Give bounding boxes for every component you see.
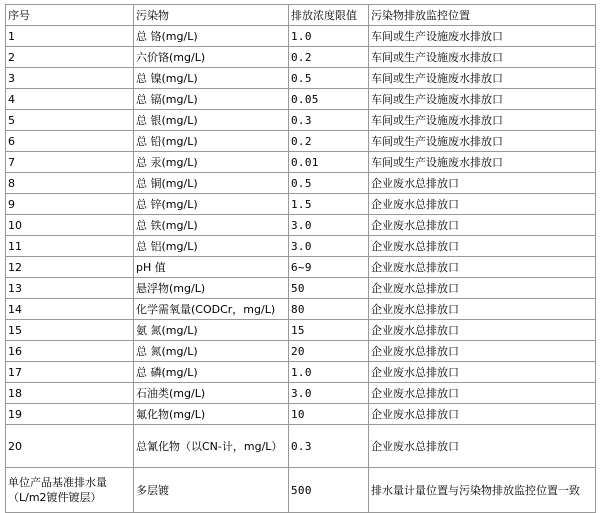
row-no: 9	[6, 194, 134, 215]
row-pollutant: 总 锌(mg/L)	[134, 194, 289, 215]
table-row	[6, 257, 596, 278]
row-limit: 0.2	[289, 47, 369, 68]
row-limit: 0.3	[289, 110, 369, 131]
row-no: 13	[6, 278, 134, 299]
row-pollutant: 总 汞(mg/L)	[134, 152, 289, 173]
row-limit: 1.5	[289, 194, 369, 215]
row-no: 1	[6, 26, 134, 47]
row-limit: 80	[289, 299, 369, 320]
row-no: 2	[6, 47, 134, 68]
row-pollutant: 石油类(mg/L)	[134, 383, 289, 404]
table-row	[6, 215, 596, 236]
table-row	[6, 110, 596, 131]
table-row	[6, 194, 596, 215]
row-location: 车间或生产设施废水排放口	[369, 89, 596, 110]
row-no: 16	[6, 341, 134, 362]
row-location: 企业废水总排放口	[369, 362, 596, 383]
row-pollutant: 悬浮物(mg/L)	[134, 278, 289, 299]
row-no: 7	[6, 152, 134, 173]
row-pollutant: 总 氮(mg/L)	[134, 341, 289, 362]
row-limit: 3.0	[289, 215, 369, 236]
row-pollutant: 六价铬(mg/L)	[134, 47, 289, 68]
row-limit: 0.5	[289, 173, 369, 194]
row-pollutant: 氨 氮(mg/L)	[134, 320, 289, 341]
table-row	[6, 278, 596, 299]
row-location: 企业废水总排放口	[369, 299, 596, 320]
row-location: 车间或生产设施废水排放口	[369, 131, 596, 152]
row-location: 企业废水总排放口	[369, 425, 596, 468]
row-limit: 50	[289, 278, 369, 299]
row-location: 车间或生产设施废水排放口	[369, 110, 596, 131]
row-no: 17	[6, 362, 134, 383]
row-location: 企业废水总排放口	[369, 383, 596, 404]
row-pollutant: 总 磷(mg/L)	[134, 362, 289, 383]
table-row	[6, 383, 596, 404]
row-no: 4	[6, 89, 134, 110]
table-footer-row	[6, 468, 596, 513]
row-no: 8	[6, 173, 134, 194]
row-pollutant: 氟化物(mg/L)	[134, 404, 289, 425]
row-limit: 0.3	[289, 425, 369, 468]
header-limit: 排放浓度限值	[289, 5, 369, 26]
row-limit: 3.0	[289, 383, 369, 404]
table-row	[6, 236, 596, 257]
row-pollutant: 总氰化物（以CN-计，mg/L）	[134, 425, 289, 468]
row-pollutant: 总 铜(mg/L)	[134, 173, 289, 194]
table-row	[6, 68, 596, 89]
row-limit: 6~9	[289, 257, 369, 278]
table-row	[6, 299, 596, 320]
row-location: 车间或生产设施废水排放口	[369, 26, 596, 47]
row-limit: 0.5	[289, 68, 369, 89]
table-row	[6, 26, 596, 47]
row-location: 企业废水总排放口	[369, 320, 596, 341]
row-limit: 0.05	[289, 89, 369, 110]
row-pollutant: 总 铝(mg/L)	[134, 236, 289, 257]
row-no: 6	[6, 131, 134, 152]
row-pollutant: 总 银(mg/L)	[134, 110, 289, 131]
row-no: 3	[6, 68, 134, 89]
header-location: 污染物排放监控位置	[369, 5, 596, 26]
footer-location: 排水量计量位置与污染物排放监控位置一致	[369, 468, 596, 513]
row-no: 12	[6, 257, 134, 278]
table-row	[6, 425, 596, 468]
row-location: 企业废水总排放口	[369, 257, 596, 278]
row-pollutant: 总 铁(mg/L)	[134, 215, 289, 236]
row-no: 5	[6, 110, 134, 131]
row-no: 11	[6, 236, 134, 257]
row-location: 企业废水总排放口	[369, 173, 596, 194]
table-row	[6, 47, 596, 68]
row-no: 20	[6, 425, 134, 468]
row-pollutant: 化学需氧量(CODCr，mg/L)	[134, 299, 289, 320]
table-row	[6, 404, 596, 425]
row-limit: 10	[289, 404, 369, 425]
footer-label: 单位产品基准排水量（L/m2镀件镀层）	[6, 468, 134, 513]
row-location: 企业废水总排放口	[369, 236, 596, 257]
table-row	[6, 341, 596, 362]
row-location: 企业废水总排放口	[369, 278, 596, 299]
row-limit: 15	[289, 320, 369, 341]
row-limit: 1.0	[289, 362, 369, 383]
row-no: 15	[6, 320, 134, 341]
row-pollutant: 总 铬(mg/L)	[134, 26, 289, 47]
row-limit: 3.0	[289, 236, 369, 257]
row-pollutant: 总 铅(mg/L)	[134, 131, 289, 152]
row-no: 19	[6, 404, 134, 425]
emission-limits-table	[5, 4, 596, 513]
table-row	[6, 320, 596, 341]
table-row	[6, 362, 596, 383]
row-location: 车间或生产设施废水排放口	[369, 152, 596, 173]
table-row	[6, 131, 596, 152]
table-header-row	[6, 5, 596, 26]
table-row	[6, 152, 596, 173]
row-pollutant: pH 值	[134, 257, 289, 278]
row-no: 18	[6, 383, 134, 404]
row-location: 企业废水总排放口	[369, 404, 596, 425]
table-row	[6, 173, 596, 194]
row-location: 车间或生产设施废水排放口	[369, 47, 596, 68]
row-pollutant: 总 镉(mg/L)	[134, 89, 289, 110]
row-limit: 20	[289, 341, 369, 362]
row-location: 企业废水总排放口	[369, 341, 596, 362]
row-location: 企业废水总排放口	[369, 215, 596, 236]
row-no: 10	[6, 215, 134, 236]
table-row	[6, 89, 596, 110]
row-location: 企业废水总排放口	[369, 194, 596, 215]
row-pollutant: 总 镍(mg/L)	[134, 68, 289, 89]
header-pollutant: 污染物	[134, 5, 289, 26]
header-no: 序号	[6, 5, 134, 26]
row-limit: 0.2	[289, 131, 369, 152]
footer-type: 多层镀	[134, 468, 289, 513]
row-limit: 0.01	[289, 152, 369, 173]
row-no: 14	[6, 299, 134, 320]
row-location: 车间或生产设施废水排放口	[369, 68, 596, 89]
footer-value: 500	[289, 468, 369, 513]
row-limit: 1.0	[289, 26, 369, 47]
